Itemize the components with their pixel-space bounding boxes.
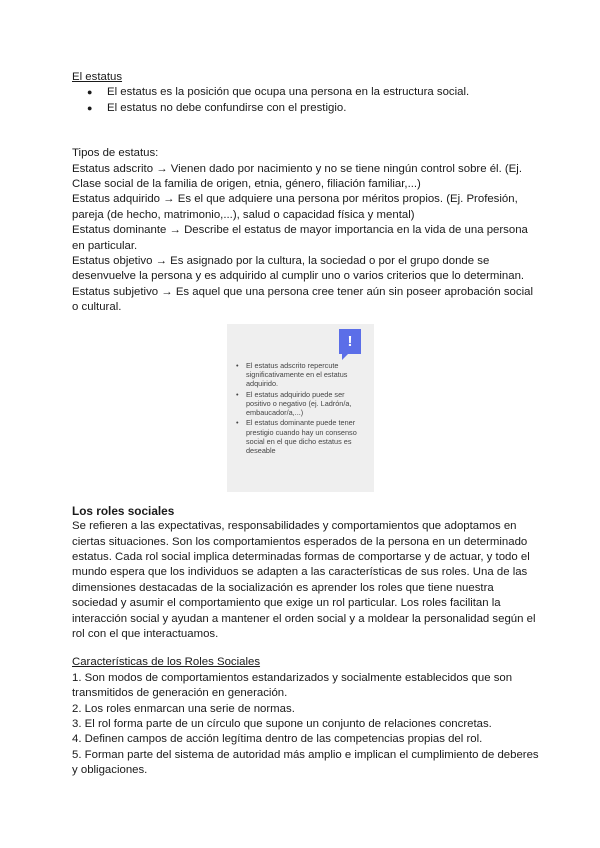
- text-line: interacción social y ayudan a mantener el orden social y a moldear la personalidad según el: [72, 612, 536, 625]
- tipos-heading: Tipos de estatus:: [72, 147, 159, 160]
- note-image: [227, 324, 374, 492]
- text-line: 1. Son modos de comportamientos estandarizados y socialmente establecidos que son: [72, 671, 513, 684]
- text-line: 3. El rol forma parte de un círculo que supone un conjunto de relaciones concretas.: [72, 717, 492, 730]
- text-line: Estatus dominante → Describe el estatus de mayor importancia en la vida de una persona: [72, 224, 528, 237]
- text-line: dimensiones destacadas de la socialización es aprender los roles que tiene nuestra: [72, 581, 494, 594]
- text-line: Clase social de la familia de origen, etnia, género, filiación familiar,...): [72, 178, 421, 191]
- text-line: Estatus adquirido → Es el que adquiere una persona por méritos propios. (Ej. Profesión,: [72, 193, 518, 206]
- text-line: pareja (de hecho, matrimonio,...), salud o capacidad física y mental): [72, 208, 415, 221]
- caracteristicas-body: [72, 671, 539, 779]
- list-item: ● El estatus es la posición que ocupa una persona en la estructura social.: [72, 85, 532, 100]
- text-line: en particular.: [72, 239, 138, 252]
- text-line: Se refieren a las expectativas, responsabilidades y comportamientos que adoptamos en: [72, 520, 517, 533]
- text-line: 2. Los roles enmarcan una serie de normas.: [72, 702, 295, 715]
- caracteristicas-heading: Características de los Roles Sociales: [72, 656, 261, 669]
- text-line: 4. Definen campos de acción legítima dentro de las competencias propias del rol.: [72, 733, 483, 746]
- text-line: estatus. Cada rol social implica determinadas formas de comportarse y de actuar, y todo el: [72, 550, 530, 563]
- text-line: mundo espera que los individuos se adapten a las características de sus roles. Una de las: [72, 566, 528, 579]
- note-item: • El estatus adquirido puede ser positivo o negativo (ej. Ladrón/a, embaucador/a,...): [234, 390, 370, 418]
- list-item: ● El estatus no debe confundirse con el prestigio.: [72, 101, 532, 116]
- text-line: 5. Forman parte del sistema de autoridad más amplio e implican el cumplimiento de deberes: [72, 748, 539, 761]
- text-line: ciertas situaciones. Son los comportamientos esperados de la persona en un determinado: [72, 535, 528, 548]
- estatus-bullets: [72, 85, 532, 116]
- text-line: Estatus adscrito → Vienen dado por nacimiento y no se tiene ningún control sobre él. (Ej.: [72, 162, 522, 175]
- text-line: desenvuelve la persona y es adquirido al cumplir uno o varios criterios que lo determinan.: [72, 270, 525, 283]
- text-line: transmitidos de generación en generación.: [72, 687, 288, 700]
- exclamation-icon: !: [339, 329, 361, 354]
- text-line: Estatus objetivo → Es asignado por la cultura, la sociedad o por el grupo donde se: [72, 255, 490, 268]
- note-item: • El estatus dominante puede tener prestigio cuando hay un consenso social en el que dicho estatus es deseable: [234, 418, 370, 455]
- document-page: [72, 70, 539, 779]
- roles-body: [72, 519, 536, 642]
- text-line: Estatus subjetivo → Es aquel que una persona cree tener aún sin poseer aprobación social: [72, 285, 533, 298]
- text-line: y obligaciones.: [72, 764, 148, 777]
- note-list: [234, 361, 370, 457]
- text-line: o cultural.: [72, 301, 122, 314]
- tipos-body: [72, 162, 532, 316]
- note-item: • El estatus adscrito repercute significativamente en el estatus adquirido.: [234, 361, 370, 389]
- roles-heading: Los roles sociales: [72, 503, 175, 518]
- text-line: sociedad y asumir el comportamiento que exige un rol particular. Los roles facilitan la: [72, 597, 501, 610]
- text-line: rol con el que interactuamos.: [72, 627, 219, 640]
- estatus-heading: El estatus: [72, 71, 123, 83]
